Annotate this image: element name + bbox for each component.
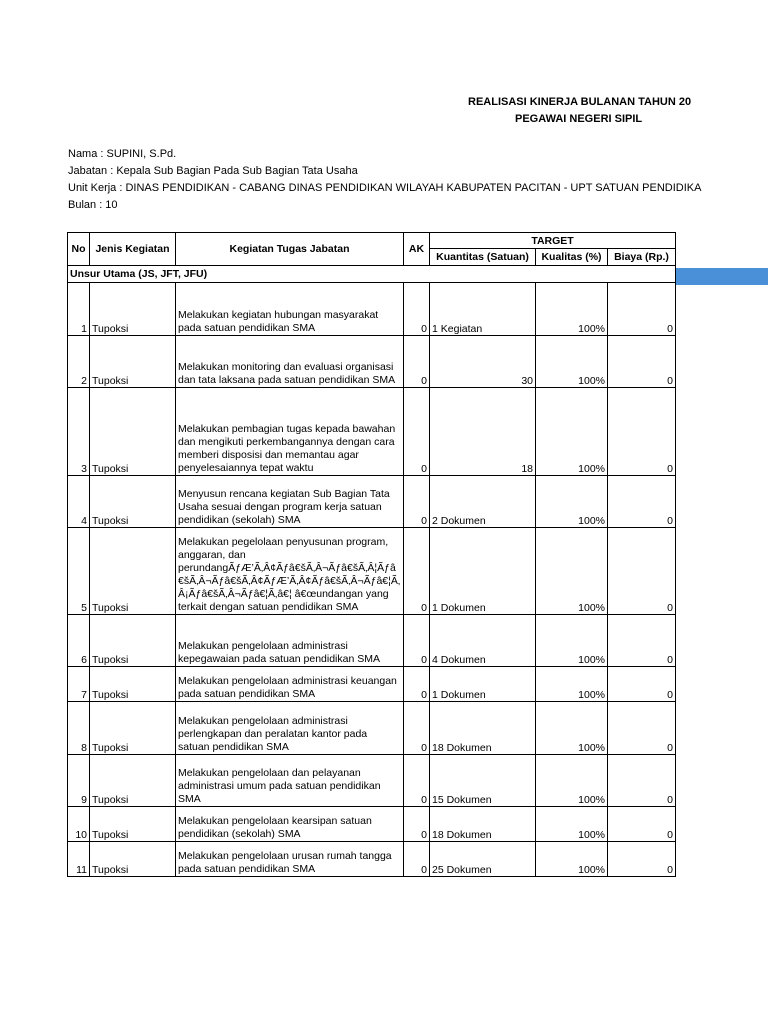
report-subtitle: PEGAWAI NEGERI SIPIL (515, 113, 643, 125)
header-kuantitas: Kuantitas (Satuan) (430, 249, 536, 266)
row-biaya: 0 (608, 476, 676, 528)
table-row (68, 807, 676, 842)
row-kualitas: 100% (536, 476, 608, 528)
table-row (68, 388, 676, 476)
row-no: 2 (68, 336, 90, 388)
row-biaya: 0 (608, 807, 676, 842)
row-kuantitas: 1 Dokumen (430, 667, 536, 702)
table-row (68, 283, 676, 336)
row-no: 8 (68, 702, 90, 755)
row-jenis: Tupoksi (90, 528, 176, 615)
row-kualitas: 100% (536, 388, 608, 476)
info-bulan: Bulan : 10 (68, 199, 118, 211)
row-no: 7 (68, 667, 90, 702)
row-no: 6 (68, 615, 90, 667)
table-row (68, 667, 676, 702)
row-biaya: 0 (608, 615, 676, 667)
row-biaya: 0 (608, 667, 676, 702)
table-row (68, 615, 676, 667)
row-ak: 0 (404, 388, 430, 476)
row-no: 4 (68, 476, 90, 528)
row-jenis: Tupoksi (90, 755, 176, 807)
row-ak: 0 (404, 336, 430, 388)
header-kegiatan: Kegiatan Tugas Jabatan (176, 233, 404, 266)
row-jenis: Tupoksi (90, 667, 176, 702)
row-kegiatan: Melakukan pengelolaan administrasi perlengkapan dan peralatan kantor pada satuan pendidikan SMA (176, 702, 404, 755)
row-jenis: Tupoksi (90, 842, 176, 877)
header-kualitas: Kualitas (%) (536, 249, 608, 266)
row-ak: 0 (404, 842, 430, 877)
table-row (68, 528, 676, 615)
row-kualitas: 100% (536, 615, 608, 667)
row-kuantitas: 25 Dokumen (430, 842, 536, 877)
row-kualitas: 100% (536, 702, 608, 755)
section-row (68, 266, 676, 283)
row-kuantitas: 15 Dokumen (430, 755, 536, 807)
row-kegiatan: Melakukan pembagian tugas kepada bawahan dan mengikuti perkembangannya dengan cara memberi disposisi dan memantau agar penyelesaiannya tepat waktu (176, 388, 404, 476)
table-row (68, 336, 676, 388)
report-title: REALISASI KINERJA BULANAN TAHUN 20 (468, 96, 692, 108)
row-kegiatan: Melakukan pegelolaan penyusunan program, anggaran, dan perundangÃƒÆ’Ã‚Â¢Ãƒâ€šÃ‚Â¬Ãƒâ€šÃ‚Â¦Ãƒâ€šÃ‚Â¬Ãƒâ€šÃ‚Â¢ÃƒÆ’Ã‚Â¢Ãƒâ€šÃ‚Â¬Ãƒâ€¦Ã‚Â¡Ãƒâ€šÃ‚Â¬Ãƒâ€¦Ã‚â€¦ â€œundangan yang terkait dengan satuan pendidikan SMA (176, 528, 404, 615)
row-jenis: Tupoksi (90, 476, 176, 528)
row-kualitas: 100% (536, 755, 608, 807)
row-ak: 0 (404, 755, 430, 807)
row-kualitas: 100% (536, 807, 608, 842)
row-kuantitas: 1 Kegiatan (430, 283, 536, 336)
row-kuantitas: 2 Dokumen (430, 476, 536, 528)
row-kuantitas: 1 Dokumen (430, 528, 536, 615)
info-jabatan: Jabatan : Kepala Sub Bagian Pada Sub Bagian Tata Usaha (68, 165, 358, 177)
row-kuantitas: 30 (430, 336, 536, 388)
row-ak: 0 (404, 528, 430, 615)
row-biaya: 0 (608, 388, 676, 476)
header-ak: AK (404, 233, 430, 266)
row-kualitas: 100% (536, 667, 608, 702)
info-unit-kerja: Unit Kerja : DINAS PENDIDIKAN - CABANG DINAS PENDIDIKAN WILAYAH KABUPATEN PACITAN - UPT SATUAN PENDIDIKA (68, 182, 702, 194)
info-nama: Nama : SUPINI, S.Pd. (68, 148, 177, 160)
row-no: 10 (68, 807, 90, 842)
row-jenis: Tupoksi (90, 615, 176, 667)
row-kuantitas: 4 Dokumen (430, 615, 536, 667)
row-jenis: Tupoksi (90, 283, 176, 336)
row-kuantitas: 18 Dokumen (430, 702, 536, 755)
row-kegiatan: Melakukan kegiatan hubungan masyarakat pada satuan pendidikan SMA (176, 283, 404, 336)
row-no: 1 (68, 283, 90, 336)
table-row (68, 702, 676, 755)
row-kualitas: 100% (536, 528, 608, 615)
row-ak: 0 (404, 702, 430, 755)
row-kuantitas: 18 Dokumen (430, 807, 536, 842)
row-jenis: Tupoksi (90, 807, 176, 842)
table-row (68, 755, 676, 807)
row-biaya: 0 (608, 528, 676, 615)
row-kegiatan: Melakukan pengelolaan kearsipan satuan pendidikan (sekolah) SMA (176, 807, 404, 842)
kinerja-table (67, 232, 676, 877)
row-no: 5 (68, 528, 90, 615)
row-kegiatan: Melakukan pengelolaan urusan rumah tangga pada satuan pendidikan SMA (176, 842, 404, 877)
table-row (68, 842, 676, 877)
row-kegiatan: Menyusun rencana kegiatan Sub Bagian Tata Usaha sesuai dengan program kerja satuan pendidikan (sekolah) SMA (176, 476, 404, 528)
row-kegiatan: Melakukan pengelolaan dan pelayanan administrasi umum pada satuan pendidikan SMA (176, 755, 404, 807)
row-no: 11 (68, 842, 90, 877)
row-no: 3 (68, 388, 90, 476)
row-ak: 0 (404, 807, 430, 842)
header-jenis: Jenis Kegiatan (90, 233, 176, 266)
row-kegiatan: Melakukan monitoring dan evaluasi organisasi dan tata laksana pada satuan pendidikan SMA (176, 336, 404, 388)
row-biaya: 0 (608, 283, 676, 336)
header-biaya: Biaya (Rp.) (608, 249, 676, 266)
row-biaya: 0 (608, 842, 676, 877)
row-kualitas: 100% (536, 842, 608, 877)
table-row (68, 476, 676, 528)
row-biaya: 0 (608, 702, 676, 755)
row-kualitas: 100% (536, 336, 608, 388)
row-ak: 0 (404, 615, 430, 667)
row-kuantitas: 18 (430, 388, 536, 476)
row-jenis: Tupoksi (90, 702, 176, 755)
row-kegiatan: Melakukan pengelolaan administrasi keuangan pada satuan pendidikan SMA (176, 667, 404, 702)
row-biaya: 0 (608, 755, 676, 807)
section-label: Unsur Utama (JS, JFT, JFU) (68, 266, 676, 283)
row-kualitas: 100% (536, 283, 608, 336)
row-ak: 0 (404, 476, 430, 528)
row-ak: 0 (404, 667, 430, 702)
selection-bar (675, 268, 768, 285)
row-ak: 0 (404, 283, 430, 336)
row-jenis: Tupoksi (90, 336, 176, 388)
row-no: 9 (68, 755, 90, 807)
row-kegiatan: Melakukan pengelolaan administrasi kepegawaian pada satuan pendidikan SMA (176, 615, 404, 667)
header-target: TARGET (430, 233, 676, 249)
header-no: No (68, 233, 90, 266)
row-jenis: Tupoksi (90, 388, 176, 476)
row-biaya: 0 (608, 336, 676, 388)
